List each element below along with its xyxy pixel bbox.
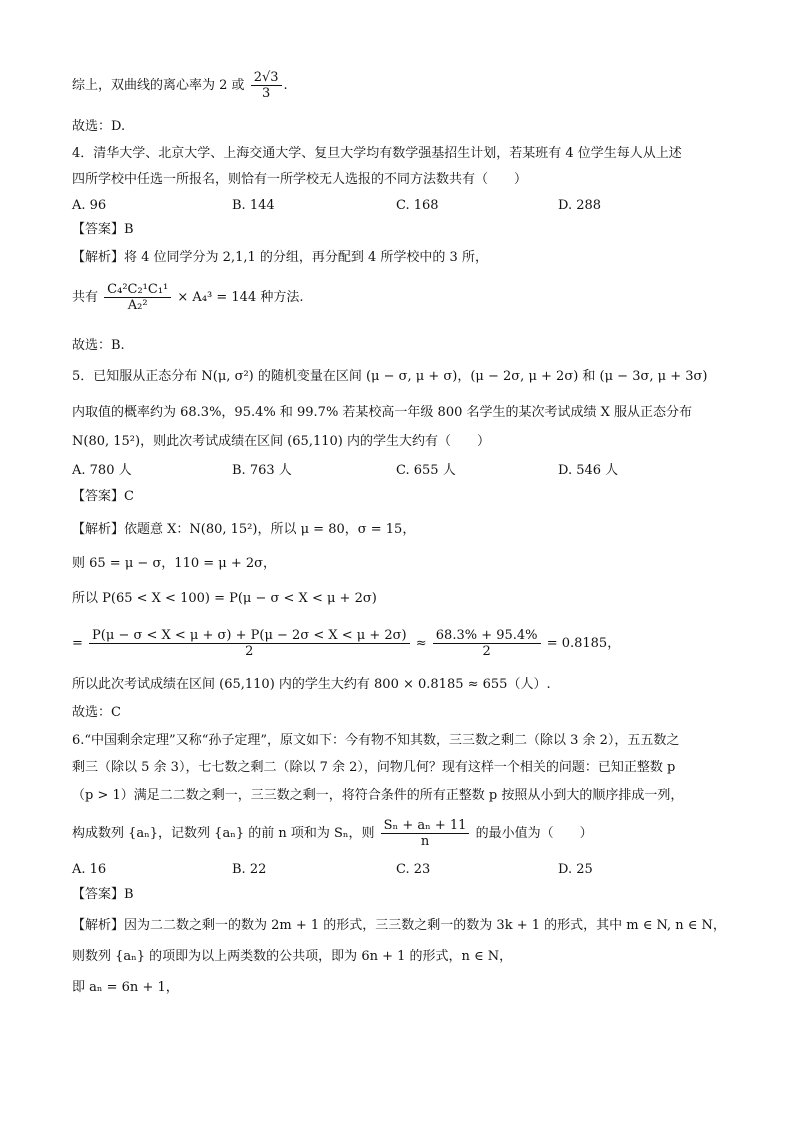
sequence-fraction (381, 818, 470, 849)
q6-explanation-1: 【解析】因为二二数之剩一的数为 2m + 1 的形式，三三数之剩一的数为 3k + 1 的形式，其中 m ∈ N, n ∈ N， (72, 918, 726, 933)
question-5-line-2: 内取值的概率约为 68.3%，95.4% 和 99.7% 若某校高一年级 800 名学生的某次考试成绩 X 服从正态分布 (72, 405, 693, 420)
q5-select: 故选：C (72, 705, 121, 720)
eccentricity-fraction (251, 70, 282, 101)
question-6-line-2: 剩三（除以 5 余 3），七七数之剩二（除以 7 余 2），问物几何？现有这样一个相关的问题：已知正整数 p (72, 760, 676, 775)
q5-explanation-1: 【解析】依题意 X：N(80, 15²)，所以 μ = 80，σ = 15， (72, 522, 416, 537)
equals-sign: = (72, 636, 83, 651)
text-segment: 构成数列 {aₙ}，记数列 {aₙ} 的前 n 项和为 Sₙ，则 (72, 826, 375, 841)
q5-explanation-2: 则 65 = μ − σ，110 = μ + 2σ， (72, 556, 277, 571)
fraction-denominator: n (420, 834, 430, 849)
text-segment: 共有 (72, 290, 99, 305)
approx-sign: ≈ (415, 636, 427, 651)
period: . (283, 78, 288, 93)
q5-explanation-3: 所以 P(65 < X < 100) = P(μ − σ < X < μ + 2σ) (72, 591, 377, 606)
q6-option-c: C. 23 (396, 862, 431, 877)
q4-explanation-1: 【解析】将 4 位同学分为 2,1,1 的分组，再分配到 4 所学校中的 3 所， (72, 250, 488, 265)
fraction-numerator: Sₙ + aₙ + 11 (381, 818, 470, 834)
q6-explanation-2: 则数列 {aₙ} 的项即为以上两类数的公共项，即为 6n + 1 的形式，n ∈ N， (72, 949, 513, 964)
question-4-line-2: 四所学校中任选一所报名，则恰有一所学校无人选报的不同方法数共有（ ） (72, 172, 528, 187)
q5-option-a: A. 780 人 (72, 463, 132, 478)
q6-option-b: B. 22 (232, 862, 267, 877)
q5-option-b: B. 763 人 (232, 463, 292, 478)
q6-explanation-3: 即 aₙ = 6n + 1， (72, 980, 179, 995)
fraction-numerator: P(μ − σ < X < μ + σ) + P(μ − 2σ < X < μ + 2σ) (89, 628, 410, 644)
q6-answer: 【答案】B (72, 887, 134, 902)
q4-option-b: B. 144 (232, 198, 275, 213)
question-6-line-4 (72, 818, 593, 849)
fraction-denominator: 2 (245, 644, 254, 659)
combination-fraction (104, 282, 171, 313)
fraction-denominator: A₂² (127, 298, 148, 313)
q5-option-d: D. 546 人 (558, 463, 619, 478)
text-segment: 的最小值为（ ） (475, 826, 593, 841)
fraction-numerator: 68.3% + 95.4% (433, 628, 541, 644)
q6-option-d: D. 25 (558, 862, 593, 877)
conclusion-line (72, 70, 288, 101)
text-segment: × A₄³ = 144 种方法. (177, 290, 304, 305)
percent-fraction (433, 628, 541, 659)
q5-explanation-5: 所以此次考试成绩在区间 (65,110) 内的学生大约有 800 × 0.8185 ≈ 655（人）. (72, 677, 551, 692)
q4-answer: 【答案】B (72, 222, 134, 237)
fraction-numerator: C₄²C₂¹C₁¹ (104, 282, 171, 298)
fraction-numerator: 2√3 (251, 70, 282, 86)
question-5-line-3: N(80, 15²)，则此次考试成绩在区间 (65,110) 内的学生大约有（ ） (72, 434, 490, 449)
q5-explanation-4 (72, 628, 620, 659)
q5-option-c: C. 655 人 (396, 463, 456, 478)
q4-option-a: A. 96 (72, 198, 107, 213)
probability-fraction (89, 628, 410, 659)
fraction-denominator: 3 (261, 86, 271, 101)
q4-option-d: D. 288 (558, 198, 602, 213)
q4-select: 故选：B. (72, 338, 125, 353)
q4-option-c: C. 168 (396, 198, 439, 213)
conclusion-text: 综上，双曲线的离心率为 2 或 (72, 78, 245, 93)
question-6-line-3: （p > 1）满足二二数之剩一，三三数之剩一，将符合条件的所有正整数 p 按照从小到大的顺序排成一列， (72, 788, 684, 803)
fraction-denominator: 2 (482, 644, 491, 659)
question-4-line-1: 4．清华大学、北京大学、上海交通大学、复旦大学均有数学强基招生计划，若某班有 4 位学生每人从上述 (72, 146, 682, 161)
question-5-line-1: 5．已知服从正态分布 N(μ, σ²) 的随机变量在区间 (μ − σ, μ + σ)，(μ − 2σ, μ + 2σ) 和 (μ − 3σ, μ + 3σ) (72, 369, 708, 384)
q5-answer: 【答案】C (72, 489, 134, 504)
q4-explanation-2 (72, 282, 303, 313)
question-6-line-1: 6.“中国剩余定理”又称“孙子定理”，原文如下：今有物不知其数，三三数之剩二（除以 3 余 2），五五数之 (72, 733, 680, 748)
result-text: = 0.8185， (546, 636, 621, 651)
q6-option-a: A. 16 (72, 862, 107, 877)
answer-select-line: 故选：D. (72, 119, 126, 134)
